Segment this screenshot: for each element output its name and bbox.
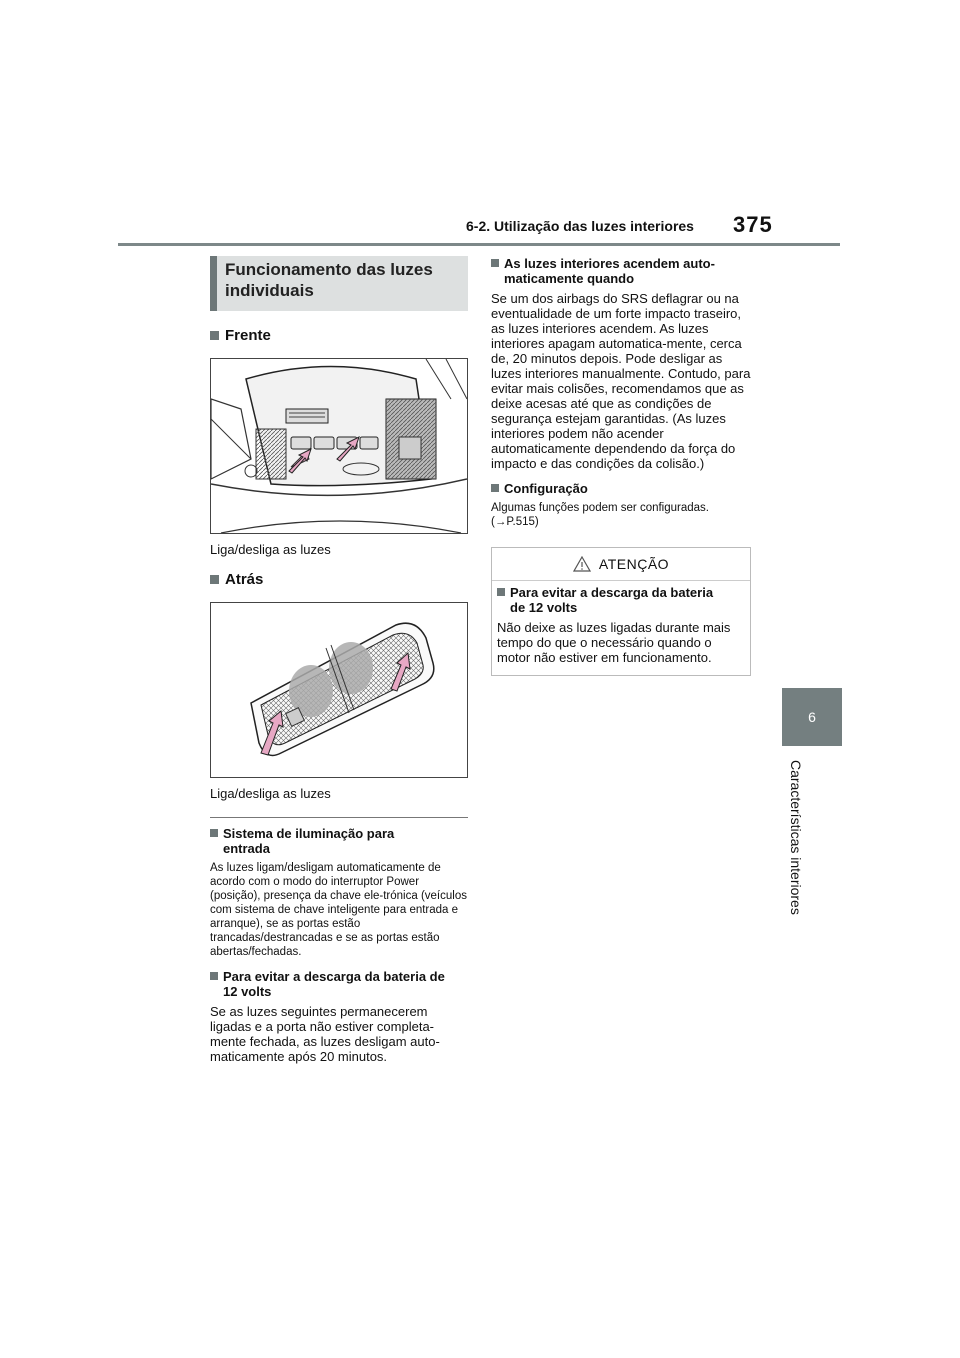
chapter-number: 6 — [808, 709, 816, 725]
front-light-figure — [210, 358, 468, 534]
warning-box — [491, 547, 751, 676]
section-title — [210, 256, 468, 311]
battery-heading-line2: 12 volts — [223, 984, 272, 999]
config-heading — [491, 481, 753, 496]
warning-heading-line1: Para evitar a descarga da bateria — [510, 585, 714, 600]
battery-text: Se as luzes seguintes permanecerem ligadas e a porta não estiver completa-mente fechada, as luzes desligam auto-maticamente após 20 minutos. — [210, 1004, 440, 1064]
square-bullet-icon — [210, 829, 218, 837]
airbag-heading — [491, 256, 753, 286]
section-title-line1: Funcionamento das luzes — [225, 260, 433, 279]
left-column — [210, 256, 468, 1064]
square-bullet-icon — [210, 575, 219, 584]
front-caption: Liga/desliga as luzes — [210, 542, 331, 557]
entry-heading — [210, 826, 468, 856]
warning-header — [492, 548, 750, 581]
front-heading-text: Frente — [225, 327, 271, 344]
warning-heading-line2: de 12 volts — [510, 600, 578, 615]
config-text: Algumas funções podem ser configuradas. (→P.515) — [491, 502, 709, 528]
airbag-heading-line1: As luzes interiores acendem auto- — [504, 256, 715, 271]
chapter-label: Características interiores — [788, 760, 804, 915]
entry-heading-line1: Sistema de iluminação para — [223, 826, 395, 841]
rear-heading-text: Atrás — [225, 571, 264, 588]
entry-section — [210, 817, 468, 959]
warning-text: Não deixe as luzes ligadas durante mais tempo do que o necessário quando o motor não estiver em funcionamento. — [497, 620, 731, 665]
square-bullet-icon — [491, 484, 499, 492]
right-column — [491, 256, 753, 676]
rear-heading — [210, 571, 468, 588]
chapter-tab — [782, 688, 842, 746]
entry-heading-line2: entrada — [223, 841, 270, 856]
front-heading — [210, 327, 468, 344]
warning-body — [492, 581, 750, 675]
square-bullet-icon — [210, 972, 218, 980]
square-bullet-icon — [497, 588, 505, 596]
entry-text: As luzes ligam/desligam automaticamente de acordo com o modo do interruptor Power (posição), presença da chave ele-trónica (veículos com sistema de chave inteligente para entrada e arranque), se as portas estão trancadas/destrancadas e se as portas estão abertas/fechadas. — [210, 862, 467, 958]
airbag-text: Se um dos airbags do SRS deflagrar ou na eventualidade de um forte impacto traseiro, as luzes interiores acendem. As luzes interiores apagam automatica-mente, cerca de, 20 minutos depois. Pode desligar as luzes interiores manualmente. Contudo, para evitar mais colisões, recomendamos que as deixe acesas até que as condições de segurança estejam garantidas. (As luzes interiores podem não acender automaticamente dependendo da força do impacto e das condições da colisão.) — [491, 291, 751, 471]
warning-title: ATENÇÃO — [598, 556, 670, 572]
rear-caption: Liga/desliga as luzes — [210, 786, 331, 801]
header-rule — [118, 243, 840, 246]
rear-light-figure — [210, 602, 468, 778]
battery-heading — [210, 969, 468, 999]
section-title-line2: individuais — [225, 281, 314, 300]
square-bullet-icon — [491, 259, 499, 267]
square-bullet-icon — [210, 331, 219, 340]
warning-triangle-icon — [573, 556, 591, 572]
battery-heading-line1: Para evitar a descarga da bateria de — [223, 969, 445, 984]
page-number: 375 — [733, 212, 773, 237]
config-heading-text: Configuração — [504, 481, 588, 496]
page-header-title: 6-2. Utilização das luzes interiores — [466, 218, 694, 234]
warning-heading — [497, 585, 745, 615]
airbag-heading-line2: maticamente quando — [504, 271, 635, 286]
